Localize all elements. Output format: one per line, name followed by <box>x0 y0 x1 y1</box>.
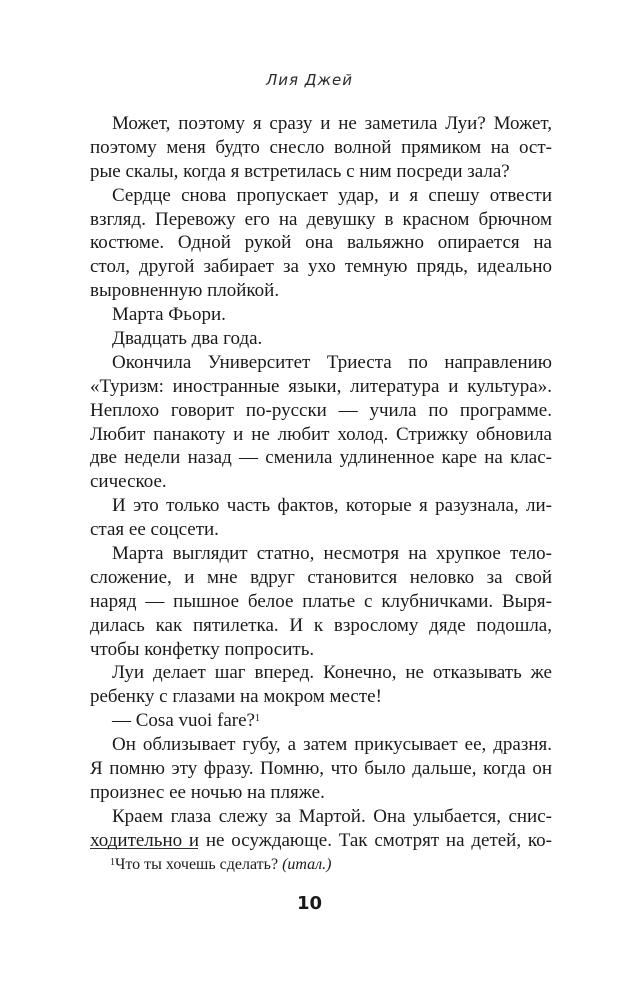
text-line <box>90 566 552 590</box>
text-line-content: стая ее соцсети. <box>90 519 219 541</box>
text-line <box>90 112 552 136</box>
text-line <box>90 231 552 255</box>
text-line <box>90 255 552 279</box>
text-line-content: — Cosa vuoi fare? <box>112 710 255 732</box>
text-line-content: ребенку с глазами на мокром месте! <box>90 686 382 708</box>
text-line <box>90 614 552 638</box>
text-line-content: И это только часть фактов, которые я разузнала, ли- <box>112 495 552 517</box>
text-line-content: Марта выглядит статно, несмотря на хрупкое тело- <box>112 543 552 565</box>
text-line <box>90 542 552 566</box>
text-line-content: «Туризм: иностранные языки, литература и культура». <box>90 375 552 397</box>
text-line-content: костюме. Одной рукой она вальяжно опирается на <box>90 232 552 254</box>
text-line-content: Двадцать два года. <box>112 328 263 350</box>
text-line <box>90 279 552 303</box>
text-line-content: выровненную плойкой. <box>90 280 280 302</box>
text-line-content: Сердце снова пропускает удар, и я спешу отвести <box>112 184 552 206</box>
text-line <box>90 399 552 423</box>
text-line <box>90 136 552 160</box>
text-line <box>90 661 552 685</box>
text-line-content: Он облизывает губу, а затем прикусывает ее, дразня. <box>112 734 552 756</box>
text-line-content: Марта Фьори. <box>112 304 226 326</box>
text-line <box>90 829 552 853</box>
footnote-text: Что ты хочешь сделать? <box>115 856 279 873</box>
text-line-content: взгляд. Перевожу его на девушку в красном брючном <box>90 208 552 230</box>
text-line <box>90 351 552 375</box>
text-line-content: рые скалы, когда я встретилась с ним посреди зала? <box>90 160 510 182</box>
text-line <box>90 470 552 494</box>
text-line-content: поэтому меня будто снесло волной прямиком на ост- <box>90 136 552 158</box>
text-line-content: Краем глаза слежу за Мартой. Она улыбается, снис- <box>112 805 552 827</box>
text-line <box>90 685 552 709</box>
text-line-content: Я помню эту фразу. Помню, что было дальше, когда он <box>90 758 552 780</box>
text-line <box>90 375 552 399</box>
text-line-content: сложение, и мне вдруг становится неловко за свой <box>90 566 552 588</box>
text-line-content: ходительно и не осуждающе. Так смотрят на детей, ко- <box>90 829 552 851</box>
text-line-content: Может, поэтому я сразу и не заметила Луи? Может, <box>112 113 552 134</box>
text-line <box>90 327 552 351</box>
text-line <box>90 709 552 733</box>
text-line-content: Любит панакоту и не любит холод. Стрижку обновила <box>90 423 552 445</box>
text-line-content: произнес ее ночью на пляже. <box>90 781 325 803</box>
text-line-content: Луи делает шаг вперед. Конечно, не отказывать же <box>112 662 552 684</box>
text-line <box>90 757 552 781</box>
page-number: 10 <box>296 893 323 914</box>
text-line <box>90 208 552 232</box>
text-line <box>90 446 552 470</box>
text-line <box>90 160 552 184</box>
text-line-content: наряд — пышное белое платье с клубничками. Выря- <box>90 590 552 612</box>
text-line <box>90 638 552 662</box>
text-line <box>90 518 552 542</box>
text-line-content: две недели назад — сменила удлиненное каре на клас- <box>90 447 552 469</box>
text-line <box>90 184 552 208</box>
text-line-content: сическое. <box>90 471 167 493</box>
text-line-content: дилась как пятилетка. И к взрослому дяде подошла, <box>90 614 552 636</box>
footnote <box>110 855 331 875</box>
running-head: Лия Джей <box>265 71 354 89</box>
text-line-content: стол, другой забирает за ухо темную прядь, идеально <box>90 256 552 278</box>
text-line-content: чтобы конфетку попросить. <box>90 638 315 660</box>
body-text <box>90 112 552 853</box>
footnote-reference: 1 <box>254 713 260 725</box>
text-line-content: Окончила Университет Триеста по направлению <box>112 351 552 373</box>
text-line <box>90 805 552 829</box>
text-line <box>90 423 552 447</box>
text-line <box>90 303 552 327</box>
footnote-divider <box>90 848 198 849</box>
text-line <box>90 781 552 805</box>
footnote-marker: 1 <box>110 857 115 868</box>
text-line <box>90 494 552 518</box>
text-line-content: Неплохо говорит по-русски — учила по программе. <box>90 399 552 421</box>
text-line <box>90 733 552 757</box>
text-line <box>90 590 552 614</box>
footnote-language-note: (итал.) <box>282 856 332 873</box>
